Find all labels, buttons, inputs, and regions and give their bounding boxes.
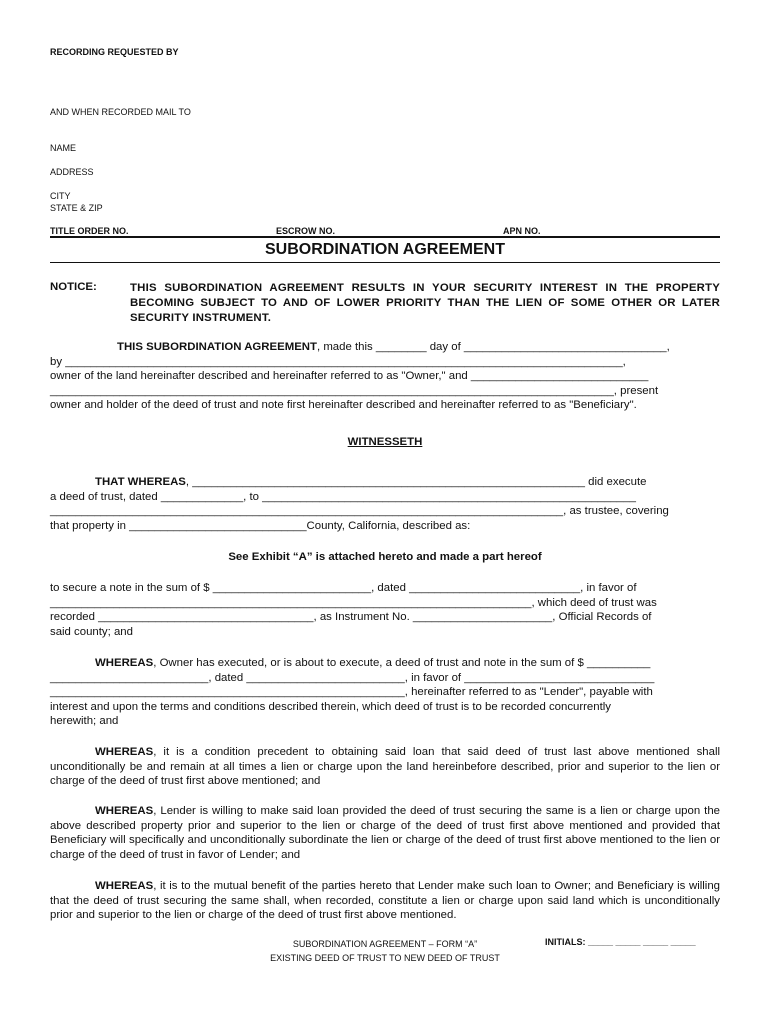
footer-line-2: EXISTING DEED OF TRUST TO NEW DEED OF TRUST	[270, 953, 500, 963]
state-zip-label: STATE & ZIP	[50, 203, 103, 213]
intro-paragraph	[50, 340, 720, 413]
form-footer	[240, 937, 530, 965]
title-order-no-label: TITLE ORDER NO.	[50, 226, 129, 236]
footer-line-1: SUBORDINATION AGREEMENT – FORM “A”	[292, 939, 478, 949]
whereas-4-paragraph: WHEREAS, Lender is willing to make said loan provided the deed of trust securing the same is a lien or charge upon the above described property prior and superior to the lien or charge of the deed of trust first above mentioned and provided that Beneficiary will specifically and unconditionally subordinate the lien or charge of the deed of trust first above mentioned to the lien or charge of the deed of trust in favor of Lender; and	[50, 805, 720, 861]
when-recorded-mail-to-label: AND WHEN RECORDED MAIL TO	[50, 107, 191, 117]
whereas-1-paragraph: THAT WHEREAS, ______________________________________________________________ did execute a deed of trust, dated _____________, to ___________________________________________________________ _________________________________________________________________________________, as trustee, covering that property in ____________________________County, California, described as:	[50, 476, 669, 532]
whereas-2-paragraph: WHEREAS, Owner has executed, or is about to execute, a deed of trust and note in the sum of $ __________ _________________________, dated _________________________, in favor of ______________________________ ________________________________________________________, hereinafter referred to as "Lender", payable with interest and upon the terms and conditions described therein, which deed of trust is to be recorded concurrently herewith; and	[50, 657, 655, 728]
exhibit-note: See Exhibit “A” is attached hereto and made a part hereof	[228, 551, 542, 563]
apn-no-label: APN NO.	[503, 226, 541, 236]
address-label: ADDRESS	[50, 167, 94, 177]
whereas-5-lead: WHEREAS	[95, 880, 154, 892]
witnesseth-heading: WITNESSETH	[347, 436, 423, 448]
initials-field[interactable]: INITIALS: _____ _____ _____ _____	[545, 937, 696, 947]
whereas-3-lead: WHEREAS	[95, 746, 154, 758]
header-rule	[50, 236, 720, 238]
whereas-3-paragraph: WHEREAS, it is a condition precedent to obtaining said loan that said deed of trust last above mentioned shall unconditionally be and remain at all times a lien or charge upon the land hereinbefore described, prior and superior to the lien or charge of the deed of trust first above mentioned; and	[50, 746, 720, 788]
whereas-5-paragraph: WHEREAS, it is to the mutual benefit of the parties hereto that Lender make such loan to Owner; and Beneficiary is willing that the deed of trust securing the same shall, when recorded, constitute a lien or charge upon said land which is unconditionally prior and superior to the lien or charge of the deed of trust first above mentioned.	[50, 880, 720, 922]
intro-line-3: owner of the land hereinafter described and hereinafter referred to as "Owner," and ____________________________	[50, 370, 649, 383]
notice-text: THIS SUBORDINATION AGREEMENT RESULTS IN YOUR SECURITY INTEREST IN THE PROPERTY BECOMING SUBJECT TO AND OF LOWER PRIORITY THAN THE LIEN OF SOME OTHER OR LATER SECURITY INSTRUMENT.	[130, 282, 720, 324]
intro-lead: THIS SUBORDINATION AGREEMENT	[117, 341, 317, 353]
intro-line-2: by ________________________________________________________________________________________,	[50, 355, 626, 368]
whereas-1-lead: THAT WHEREAS	[95, 476, 186, 488]
whereas-4-lead: WHEREAS	[95, 805, 154, 817]
secure-paragraph: to secure a note in the sum of $ _________________________, dated ___________________________, in favor of ____________________________________________________________________________, which deed of trust was recorded __________________________________, as Instrument No. ______________________, Official Records of said county; and	[50, 582, 657, 638]
name-label: NAME	[50, 143, 77, 153]
notice-label: NOTICE:	[50, 281, 97, 293]
title-rule	[50, 262, 720, 263]
intro-line-5: owner and holder of the deed of trust and note first hereinafter described and hereinafter referred to as "Beneficiary".	[50, 399, 637, 412]
city-label: CITY	[50, 191, 71, 201]
recording-requested-by-label: RECORDING REQUESTED BY	[50, 47, 179, 57]
whereas-2-lead: WHEREAS	[95, 657, 154, 669]
escrow-no-label: ESCROW NO.	[276, 226, 336, 236]
intro-line-4: _________________________________________________________________________________________, present	[50, 384, 659, 397]
document-title: SUBORDINATION AGREEMENT	[265, 241, 505, 258]
intro-line-1: THIS SUBORDINATION AGREEMENT, made this ________ day of ________________________________,	[117, 341, 670, 353]
